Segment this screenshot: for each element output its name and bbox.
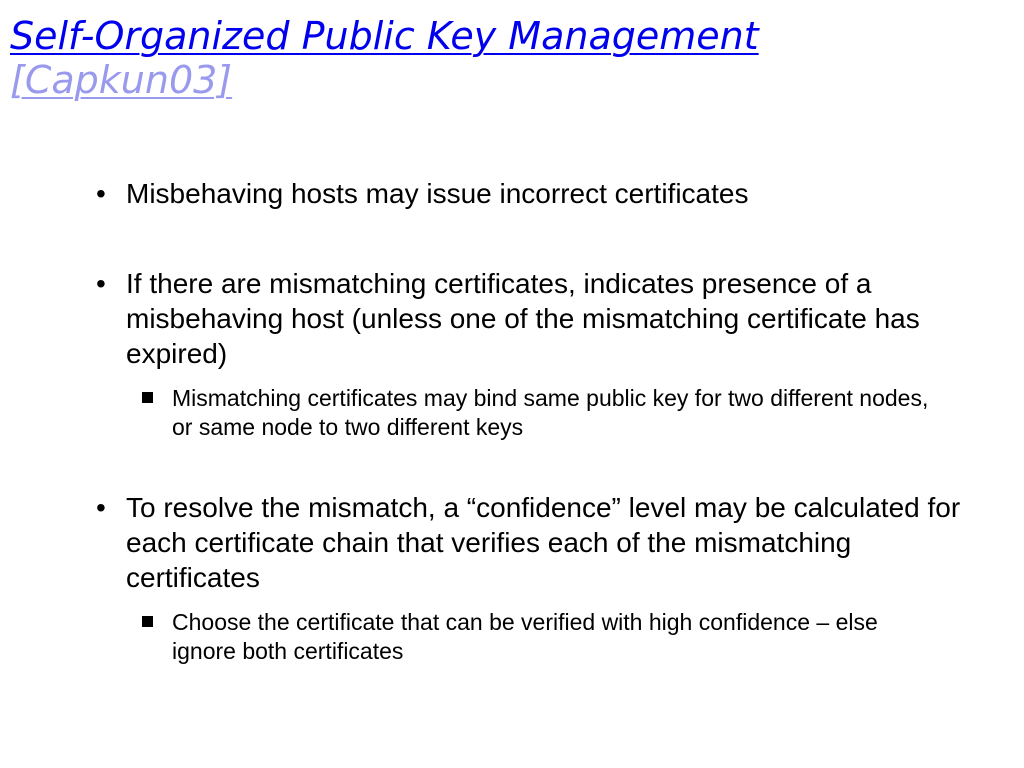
bullet-text: To resolve the mismatch, a “confidence” level may be calculated for each certificate chain that verifies each of the mismatching certificates xyxy=(126,492,961,593)
sub-bullet-text: Mismatching certificates may bind same public key for two different nodes, or same node to two different keys xyxy=(172,385,929,440)
title-link[interactable]: Self-Organized Public Key Management xyxy=(10,14,759,58)
bullet-dot-icon: • xyxy=(96,492,106,523)
square-bullet-icon xyxy=(142,616,153,627)
bullet-dot-icon: • xyxy=(96,178,106,209)
bullet-item xyxy=(96,176,976,211)
square-bullet-icon xyxy=(142,392,153,403)
bullet-item xyxy=(96,490,976,595)
slide-title xyxy=(10,14,1010,102)
bullet-item xyxy=(96,266,976,371)
bullet-text: Misbehaving hosts may issue incorrect certificates xyxy=(126,178,749,209)
reference-link[interactable]: [Capkun03] xyxy=(10,58,233,102)
bullet-dot-icon: • xyxy=(96,268,106,299)
sub-bullet-text: Choose the certificate that can be verified with high confidence – else ignore both certificates xyxy=(172,609,878,664)
sub-bullet-item xyxy=(142,608,942,666)
sub-bullet-item xyxy=(142,384,942,442)
bullet-text: If there are mismatching certificates, indicates presence of a misbehaving host (unless one of the mismatching certificate has expired) xyxy=(126,268,920,369)
